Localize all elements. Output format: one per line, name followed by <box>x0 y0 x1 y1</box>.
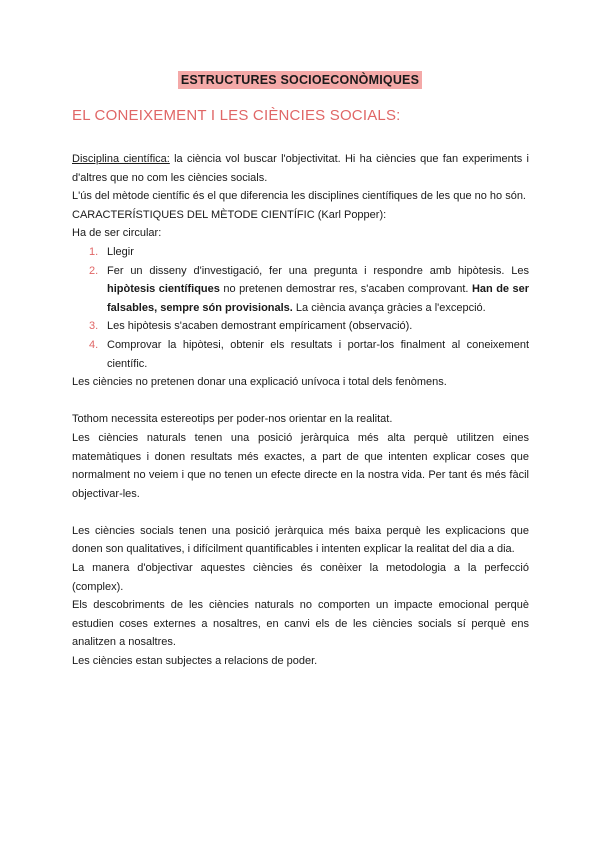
list-number: 1. <box>89 245 99 258</box>
definition-term: Disciplina científica: <box>72 153 170 165</box>
list-text: no pretenen demostrar res, s'acaben comprovant. <box>219 283 472 296</box>
section-heading: EL CONEIXEMENT I LES CIÈNCIES SOCIALS: <box>72 107 401 124</box>
title-wrap <box>0 71 600 89</box>
paragraph-discoveries: Els descobriments de les ciències naturals no comporten un impacte emocional perquè estudien coses externes a nosaltres, en canvi els de les ciències socials sí perquè ens analitzen a nosaltres. <box>72 599 529 649</box>
paragraph-univocal: Les ciències no pretenen donar una explicació unívoca i total dels fenòmens. <box>72 376 447 389</box>
list-number: 3. <box>89 320 99 333</box>
paragraph-power: Les ciències estan subjectes a relacions de poder. <box>72 655 318 668</box>
paragraph-characteristics-heading: CARACTERÍSTIQUES DEL MÈTODE CIENTÍFIC (Karl Popper): <box>72 208 387 221</box>
document-title: ESTRUCTURES SOCIOECONÒMIQUES <box>178 71 422 89</box>
list-item <box>89 243 529 262</box>
paragraph-natural-sciences: Les ciències naturals tenen una posició jeràrquica més alta perquè utilitzen eines matemàtiques i donen resultats més exactes, a part de que intenten explicar coses que normalment no veiem i que no tenen un efecte directe en la nostra vida. Per tant és més fàcil objectivar-les. <box>72 431 529 500</box>
list-text: Llegir <box>107 245 134 258</box>
list-item <box>89 336 529 373</box>
definition-text: la ciència vol buscar l'objectivitat. Hi ha ciències que fan experiments i d'altres que no com les ciències socials. <box>72 153 530 184</box>
list-text: Les hipòtesis s'acaben demostrant empíricament (observació). <box>107 320 413 333</box>
list-text: Fer un disseny d'investigació, fer una pregunta i respondre amb hipòtesis. Les <box>107 264 529 277</box>
list-number: 2. <box>89 264 99 277</box>
list-text-bold: Han de ser falsables, sempre són provisionals. <box>107 283 530 314</box>
list-text: La ciència avança gràcies a l'excepció. <box>292 301 486 314</box>
paragraph-circular: Ha de ser circular: <box>72 227 162 240</box>
paragraph-stereotypes: Tothom necessita estereotips per poder-nos orientar en la realitat. <box>72 413 393 426</box>
list-item <box>89 317 529 336</box>
paragraph-method: L'ús del mètode científic és el que diferencia les disciplines científiques de les que no ho són. <box>72 190 526 203</box>
paragraph-objectify: La manera d'objectivar aquestes ciències és conèixer la metodologia a la perfecció (complex). <box>72 562 529 593</box>
paragraph-definition <box>72 150 529 187</box>
spacer <box>72 503 529 522</box>
paragraph-social-sciences: Les ciències socials tenen una posició jeràrquica més baixa perquè les explicacions que donen son qualitatives, i difícilment quantificables i intenten explicar la realitat del dia a dia. <box>72 524 529 556</box>
method-steps-list <box>72 243 529 373</box>
list-text: Comprovar la hipòtesi, obtenir els resultats i portar-los finalment al coneixement científic. <box>107 338 529 370</box>
list-text-bold: hipòtesis científiques <box>107 283 220 296</box>
list-item <box>89 262 529 318</box>
spacer <box>72 392 529 411</box>
document-body <box>72 150 529 671</box>
list-number: 4. <box>89 338 99 351</box>
